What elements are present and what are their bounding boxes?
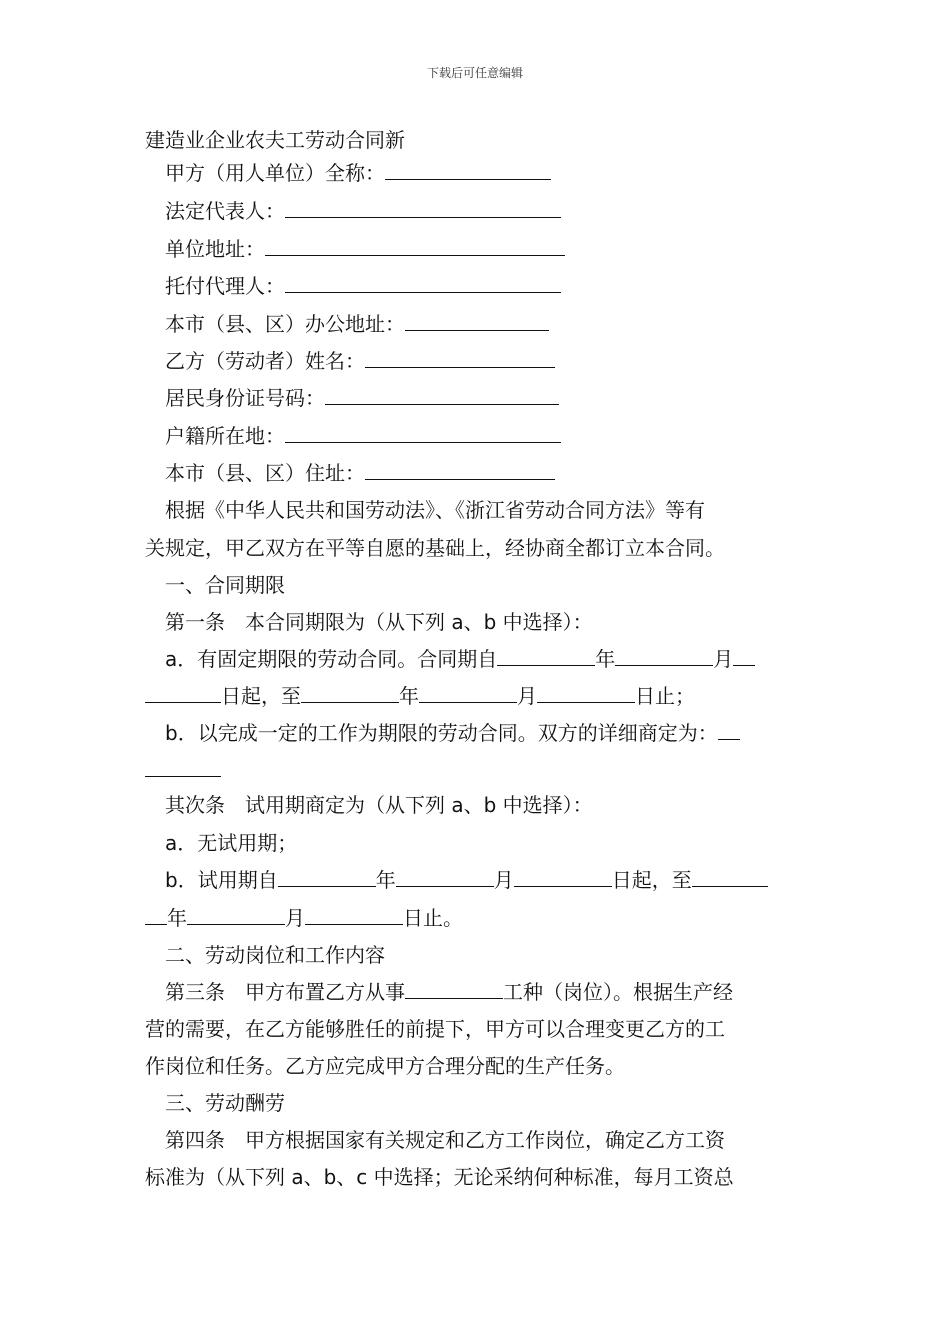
section-2-heading: 二、劳动岗位和工作内容 bbox=[165, 943, 385, 967]
job-type-blank[interactable] bbox=[405, 980, 503, 999]
start-day-blank-cont[interactable] bbox=[145, 684, 221, 703]
article-2-b-line-2 bbox=[145, 905, 463, 931]
hukou-line bbox=[165, 423, 561, 449]
month-label: 月 bbox=[517, 684, 537, 708]
trial-end-year-blank[interactable] bbox=[692, 868, 768, 887]
party-b-name-label: 乙方（劳动者）姓名： bbox=[165, 349, 365, 373]
office-address-blank[interactable] bbox=[405, 312, 549, 331]
day-start-label: 日起，至 bbox=[221, 684, 301, 708]
party-a-name-label: 甲方（用人单位）全称： bbox=[165, 161, 385, 185]
hukou-blank[interactable] bbox=[285, 424, 561, 443]
document-title: 建造业企业农夫工劳动合同新 bbox=[145, 128, 405, 152]
article-1: 第一条 本合同期限为（从下列 a、b 中选择）： bbox=[165, 610, 593, 634]
article-2-b-text: b．试用期自 bbox=[165, 868, 278, 892]
end-day-blank[interactable] bbox=[537, 684, 635, 703]
year-label: 年 bbox=[399, 684, 419, 708]
article-1-a-text: a．有固定期限的劳动合同。合同期自 bbox=[165, 647, 498, 671]
article-2-b-line-1 bbox=[165, 867, 768, 893]
section-3-heading: 三、劳动酬劳 bbox=[165, 1091, 285, 1115]
agent-label: 托付代理人： bbox=[165, 274, 285, 298]
unit-address-blank[interactable] bbox=[265, 237, 565, 256]
end-year-blank[interactable] bbox=[301, 684, 399, 703]
trial-start-label: 日起，至 bbox=[611, 868, 692, 892]
id-number-line bbox=[165, 385, 559, 411]
residence-label: 本市（县、区）住址： bbox=[165, 461, 365, 485]
month-label: 月 bbox=[493, 868, 514, 892]
page-header-note: 下载后可任意编辑 bbox=[426, 66, 523, 80]
article-1-b-text: b．以完成一定的工作为期限的劳动合同。双方的详细商定为： bbox=[165, 721, 718, 745]
start-day-blank[interactable] bbox=[733, 647, 755, 666]
agreement-blank[interactable] bbox=[718, 721, 740, 740]
article-1-a-line-2 bbox=[145, 683, 695, 709]
party-a-name-line bbox=[165, 160, 551, 186]
agent-line bbox=[165, 273, 561, 299]
start-month-blank[interactable] bbox=[615, 647, 713, 666]
agent-blank[interactable] bbox=[285, 274, 561, 293]
unit-address-line bbox=[165, 236, 565, 262]
legal-rep-line bbox=[165, 198, 561, 224]
day-end-label: 日止； bbox=[635, 684, 695, 708]
party-a-name-blank[interactable] bbox=[385, 161, 551, 180]
residence-blank[interactable] bbox=[365, 461, 555, 480]
trial-end-month-blank[interactable] bbox=[187, 906, 285, 925]
year-label: 年 bbox=[375, 868, 396, 892]
article-3-line-1 bbox=[165, 979, 733, 1005]
hukou-label: 户籍所在地： bbox=[165, 424, 285, 448]
article-3-text-a: 第三条 甲方布置乙方从事 bbox=[165, 980, 405, 1004]
id-number-label: 居民身份证号码： bbox=[165, 386, 325, 410]
day-end-label: 日止。 bbox=[403, 906, 463, 930]
end-month-blank[interactable] bbox=[419, 684, 517, 703]
preamble-line-1: 根据《中华人民共和国劳动法》、《浙江省劳动合同方法》等有 bbox=[165, 498, 705, 522]
month-label: 月 bbox=[285, 906, 305, 930]
legal-rep-label: 法定代表人： bbox=[165, 199, 285, 223]
article-4-line-1: 第四条 甲方根据国家有关规定和乙方工作岗位，确定乙方工资 bbox=[165, 1128, 725, 1152]
article-4-line-2: 标准为（从下列 a、b、c 中选择；无论采纳何种标准，每月工资总 bbox=[145, 1165, 734, 1189]
agreement-blank-cont[interactable] bbox=[145, 758, 221, 777]
party-b-name-line bbox=[165, 348, 555, 374]
preamble-line-2: 关规定，甲乙双方在平等自愿的基础上，经协商全都订立本合同。 bbox=[145, 536, 725, 560]
trial-start-day-blank[interactable] bbox=[514, 868, 612, 887]
trial-start-month-blank[interactable] bbox=[396, 868, 494, 887]
legal-rep-blank[interactable] bbox=[285, 199, 561, 218]
party-b-name-blank[interactable] bbox=[365, 349, 555, 368]
article-3-line-3: 作岗位和任务。乙方应完成甲方合理分配的生产任务。 bbox=[145, 1054, 625, 1078]
unit-address-label: 单位地址： bbox=[165, 237, 265, 261]
year-label: 年 bbox=[167, 906, 187, 930]
article-1-a-line-1 bbox=[165, 646, 755, 672]
article-3-line-2: 营的需要，在乙方能够胜任的前提下，甲方可以合理变更乙方的工 bbox=[145, 1017, 725, 1041]
article-1-b-line-2 bbox=[145, 757, 221, 783]
month-label: 月 bbox=[713, 647, 734, 671]
article-1-b-line-1 bbox=[165, 720, 740, 746]
trial-end-year-blank-cont[interactable] bbox=[145, 906, 167, 925]
trial-start-year-blank[interactable] bbox=[278, 868, 376, 887]
start-year-blank[interactable] bbox=[497, 647, 595, 666]
year-label: 年 bbox=[595, 647, 616, 671]
office-address-line bbox=[165, 311, 549, 337]
section-1-heading: 一、合同期限 bbox=[165, 573, 285, 597]
id-number-blank[interactable] bbox=[325, 386, 559, 405]
trial-end-day-blank[interactable] bbox=[305, 906, 403, 925]
office-address-label: 本市（县、区）办公地址： bbox=[165, 312, 405, 336]
article-3-text-b: 工种（岗位）。根据生产经 bbox=[503, 980, 733, 1004]
residence-line bbox=[165, 460, 555, 486]
article-2: 其次条 试用期商定为（从下列 a、b 中选择）： bbox=[165, 793, 593, 817]
article-2-a: a．无试用期； bbox=[165, 831, 298, 855]
